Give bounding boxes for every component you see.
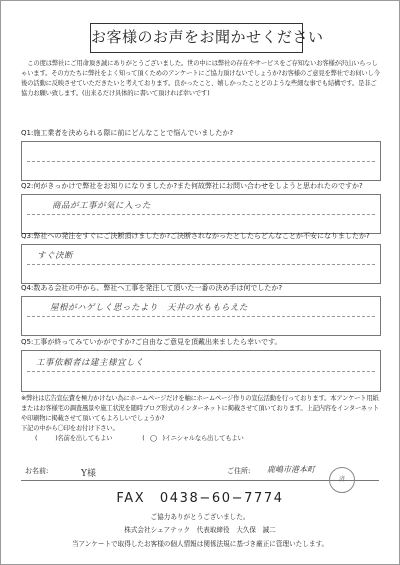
divider [27, 316, 375, 317]
question-2-label: Q2:何がきっかけで弊社をお知りになりましたか?また何故弊社にお問い合わせをしようと思われたのですか? [21, 182, 363, 190]
name-label: お名前: [25, 467, 49, 475]
answer-box-5[interactable] [21, 350, 381, 392]
customer-address: 鹿嶋市港本町 [267, 465, 315, 474]
handwritten-answer-2: 商品が工事が気に入った [52, 201, 152, 211]
question-3-label: Q3:弊社への発注をすぐにご決断頂けましたか?ご決断されなかったとしたらどんなことが不安になりましたか? [21, 232, 370, 240]
received-stamp: 済 [329, 467, 355, 493]
divider [27, 161, 375, 162]
thanks-text: ご協力ありがとうございました。 [150, 513, 250, 521]
question-2 [21, 182, 381, 234]
divider [27, 264, 375, 265]
intro-paragraph: この度は弊社にご用命頂き誠にありがとうございました。世の中には弊社の存在やサービスをご存知ないお客様が沢山いらっしゃいます。その方たちに弊社をよく知って頂くためのアンケートにご協力頂けないでしょうか?お客様のご意見を弊社でお伺いし今後の活動に反映させていただきたいと考えております。良かったこと、嬉しかったことどのような些細な事でも結構です。是非ご協力お願い致します。(出来るだけ具体的に書いて頂ければ幸いです) [21, 60, 380, 97]
divider [27, 214, 375, 215]
option-initial-ok[interactable]: ( ◯ )イニシャルなら出してもよい [142, 435, 244, 442]
answer-box-2[interactable] [21, 194, 381, 234]
answer-box-4[interactable] [21, 296, 381, 336]
privacy-note: 当アンケートで取得したお客様の個人情報は関係法規に基づき厳正に管理いたします。 [71, 540, 329, 548]
publication-note [21, 394, 383, 444]
handwritten-answer-3: すぐ決断 [37, 251, 74, 261]
question-3 [21, 232, 381, 284]
customer-name: Y様 [81, 469, 96, 479]
option-name-ok[interactable]: ( )名前を出してもよい [35, 435, 113, 442]
address-label: ご住所: [227, 467, 251, 475]
intro-text [21, 59, 381, 99]
note-text: ※弊社は広告宣伝費を極力かけない為にホームページだけを軸にホームページ作りの宣伝活動を行っております。本アンケート用紙またはお客様宅の調査風景や施工状況を随時ブログ形式のインターネットに掲載させて頂いております。上記内容をインターネットや印刷物に掲載させて頂いてもよろしいでしょうか? [21, 395, 380, 422]
note-instruction: 下記の中から〇印をお付け下さい。 [21, 425, 119, 432]
answer-box-3[interactable] [21, 244, 381, 284]
question-4 [21, 284, 381, 336]
handwritten-answer-5: 工事依頼者は建主様宜しく [36, 358, 145, 368]
consent-options [21, 434, 383, 444]
question-1 [21, 129, 381, 181]
page-title: お客様のお声をお聞かせください [90, 23, 303, 53]
question-5-label: Q5:工事が終ってみていかがですか?ご自由なご意見を頂戴出来ましたら幸いです。 [21, 338, 282, 346]
fax-number: FAX 0438−60−7774 [116, 491, 284, 506]
question-1-label: Q1:施工業者を決められる際に前にどんなことで悩んでいましたか? [21, 129, 234, 137]
customer-info-bar [21, 464, 379, 481]
company-info: 株式会社シェアテック 代表取締役 大久保 誠二 [124, 526, 276, 534]
handwritten-answer-4: 屋根がハゲしく思ったより 天井の水ももらえた [50, 303, 249, 313]
question-4-label: Q4:数ある会社の中から、弊社へ工事を発注して頂いた一番の決め手は何でしたか? [21, 284, 283, 292]
question-5 [21, 338, 381, 392]
answer-box-1[interactable] [21, 141, 381, 181]
divider [27, 371, 375, 372]
